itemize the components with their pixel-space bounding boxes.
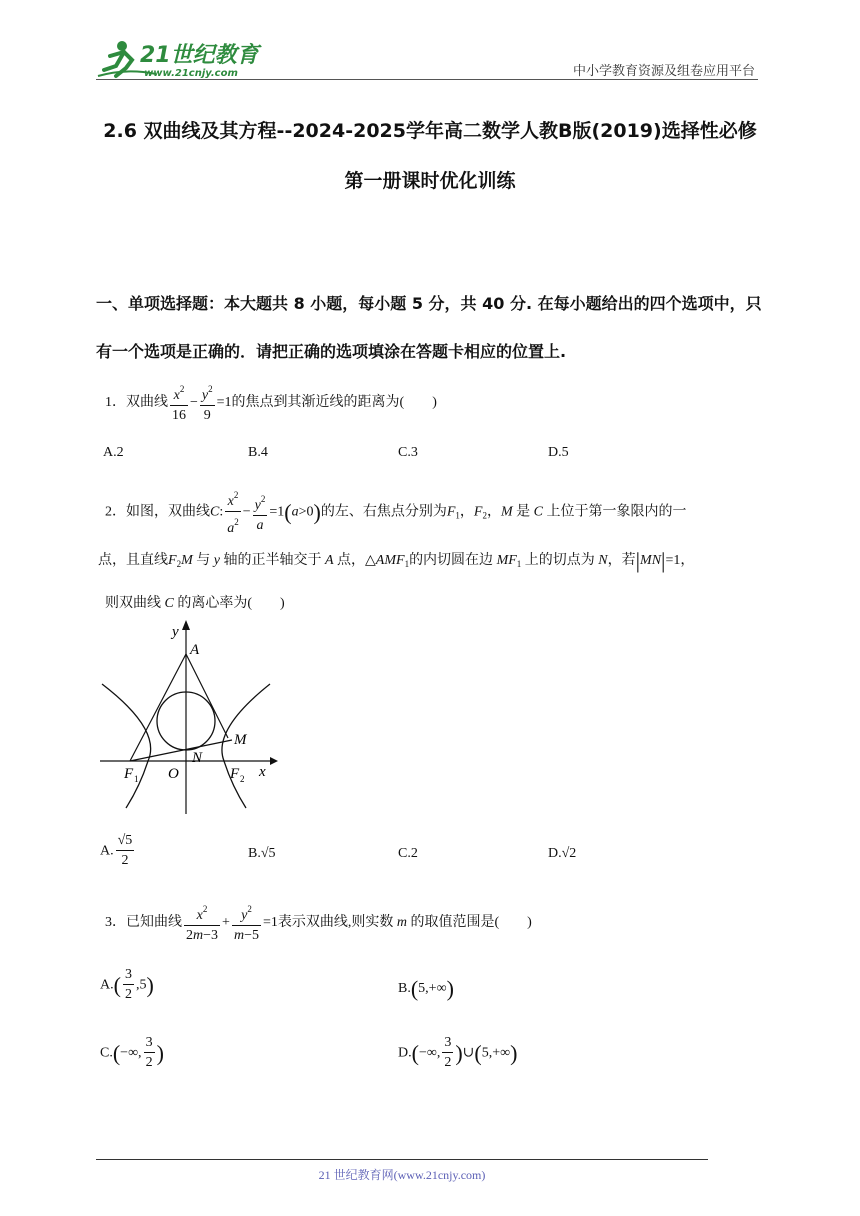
hyperbola-figure [100,618,280,814]
page-title: 2.6 双曲线及其方程--2024-2025学年高二数学人教B版(2019)选择性必修第一册课时优化训练 [103,120,757,192]
svg-text:y: y [172,624,179,640]
q3-option-b[interactable]: B.(5,+∞) [398,976,454,1001]
logo-text: 21世纪教育 [140,43,259,68]
q2-option-d[interactable]: D.√2 [548,846,577,861]
svg-text:F: F [124,766,134,782]
footer-link[interactable]: 21 世纪教育网(www.21cnjy.com) [318,1168,486,1182]
q1-number: 1．双曲线 [105,395,168,411]
logo-runner-icon [96,38,266,80]
q1-text: 的焦点到其渐近线的距离为( ) [231,395,437,411]
q2-option-c[interactable]: C.2 [398,846,418,861]
question-2-line-1: 2．如图，双曲线C: $\frac{x^2}{a^2}$ − $\frac{y^2}{a}$ =1(a>0)的左、右焦点分别为$F_1$，$F_2$，M 是 C 上位于第一象限内的一 [105,486,686,539]
q1-option-a[interactable]: A.2 [103,445,124,460]
q1-option-c[interactable]: C.3 [398,445,418,460]
svg-text:M: M [234,732,247,748]
svg-text:N: N [192,750,203,766]
q1-option-b[interactable]: B.4 [248,445,268,460]
logo-url: www.21cnjy.com [144,68,238,79]
footer-divider [96,1159,708,1160]
question-1: 1．双曲线 $\frac{x^2}{16}$ − $\frac{y^2}{9}$ =1的焦点到其渐近线的距离为( ) [105,380,437,426]
svg-text:2: 2 [240,774,245,784]
q2-option-a[interactable]: A. $\frac{√5}{2}$ [100,833,133,868]
svg-text:A: A [190,642,200,658]
q3-option-d[interactable]: D.(−∞, $\frac{3}{2}$ )∪(5,+∞) [398,1035,518,1070]
header-platform-text: 中小学教育资源及组卷应用平台 [572,63,755,78]
svg-text:O: O [168,766,179,782]
logo [96,38,266,80]
question-2-line-3: 则双曲线 C 的离心率为( ) [105,596,285,611]
svg-text:F: F [230,766,240,782]
svg-text:x: x [259,764,266,780]
header-divider [96,79,758,80]
q3-option-c[interactable]: C.(−∞, $\frac{3}{2}$ ) [100,1035,164,1070]
section-heading: 一、单项选择题：本大题共 8 小题，每小题 5 分，共 40 分. 在每小题给出的四个选项中，只有一个选项是正确的．请把正确的选项填涂在答题卡相应的位置上. [96,294,762,361]
q3-option-a[interactable]: A.( $\frac{3}{2}$ ,5) [100,967,154,1002]
svg-text:1: 1 [134,774,139,784]
q2-option-b[interactable]: B.√5 [248,846,276,861]
q1-option-d[interactable]: D.5 [548,445,569,460]
question-3: 3．已知曲线 $\frac{x^2}{2m-3}$ + $\frac{y^2}{m-5}$ =1表示双曲线,则实数 m 的取值范围是( ) [105,900,532,946]
question-2-line-2: 点，且直线$F_2M$ 与 y 轴的正半轴交于 A 点，$\triangle AMF_1$的内切圆在边 $MF_1$ 上的切点为 N，若|MN|=1， [98,548,695,573]
